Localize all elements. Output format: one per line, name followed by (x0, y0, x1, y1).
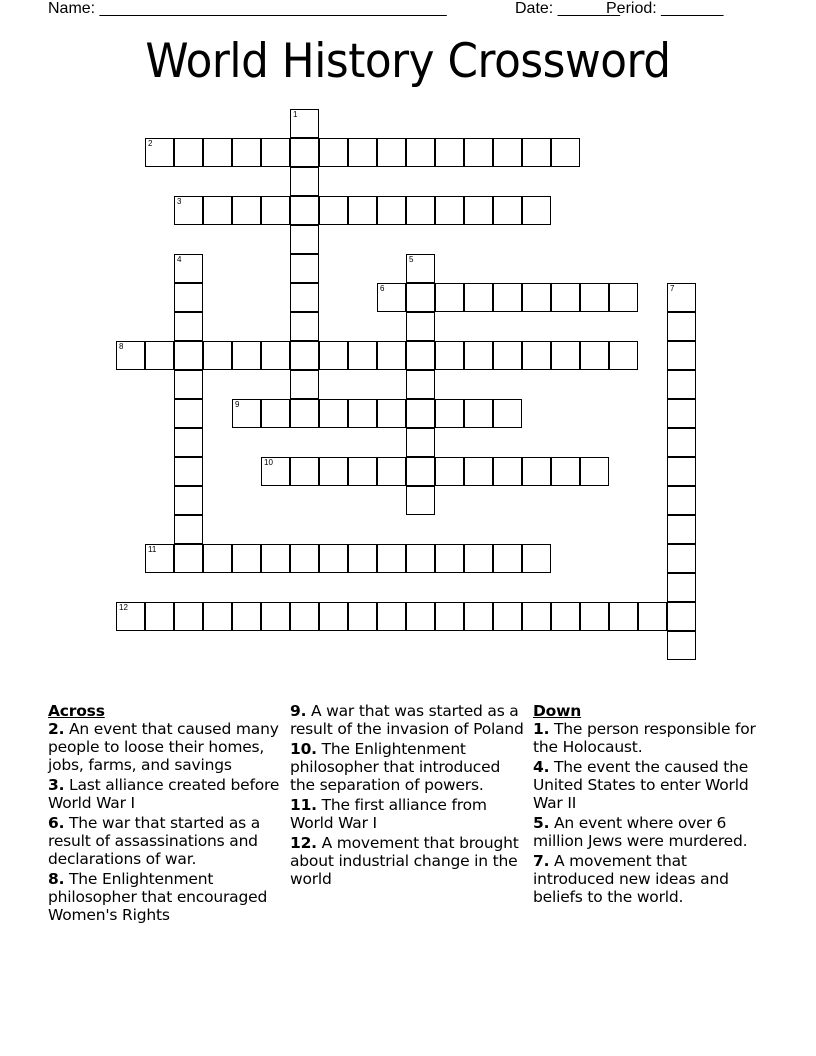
grid-cell[interactable] (377, 602, 406, 631)
clue-number-label: 11. (290, 796, 317, 814)
clue-text: The Enlightenment philosopher that encouraged Women's Rights (48, 870, 268, 924)
grid-cell[interactable] (638, 602, 667, 631)
clue-text: A movement that brought about industrial change in the world (290, 834, 519, 888)
grid-cell[interactable] (667, 457, 696, 486)
grid-cell[interactable] (493, 138, 522, 167)
grid-cell[interactable] (406, 544, 435, 573)
grid-cell[interactable] (145, 138, 174, 167)
down-clues-column (533, 702, 763, 908)
clue-item (533, 814, 763, 850)
grid-cell[interactable] (551, 138, 580, 167)
grid-cell[interactable] (406, 196, 435, 225)
grid-cell[interactable] (145, 544, 174, 573)
clue-item (290, 740, 525, 794)
grid-cell[interactable] (580, 341, 609, 370)
grid-cell[interactable] (319, 138, 348, 167)
grid-cell[interactable] (667, 399, 696, 428)
clue-number: 2 (148, 139, 153, 148)
date-field[interactable]: Date: _______ (515, 0, 620, 17)
grid-cell[interactable] (377, 341, 406, 370)
grid-cell[interactable] (406, 428, 435, 457)
clue-number: 5 (409, 255, 414, 264)
name-field[interactable]: Name: _______________________________________ (48, 0, 447, 17)
grid-cell[interactable] (174, 254, 203, 283)
grid-cell[interactable] (406, 602, 435, 631)
grid-cell[interactable] (435, 544, 464, 573)
grid-cell[interactable] (667, 544, 696, 573)
grid-cell[interactable] (290, 225, 319, 254)
grid-cell[interactable] (580, 457, 609, 486)
grid-cell[interactable] (290, 312, 319, 341)
grid-cell[interactable] (522, 341, 551, 370)
across-clues-column-1 (48, 702, 283, 926)
grid-cell[interactable] (551, 283, 580, 312)
grid-cell[interactable] (493, 544, 522, 573)
clue-text: The war that started as a result of assassinations and declarations of war. (48, 814, 261, 868)
grid-cell[interactable] (551, 457, 580, 486)
grid-cell[interactable] (609, 341, 638, 370)
grid-cell[interactable] (667, 631, 696, 660)
grid-cell[interactable] (464, 196, 493, 225)
grid-cell[interactable] (667, 573, 696, 602)
clue-number: 11 (148, 545, 157, 554)
grid-cell[interactable] (609, 283, 638, 312)
grid-cell[interactable] (348, 602, 377, 631)
grid-cell[interactable] (377, 138, 406, 167)
grid-cell[interactable] (174, 602, 203, 631)
grid-cell[interactable] (667, 515, 696, 544)
grid-cell[interactable] (290, 602, 319, 631)
grid-cell[interactable] (348, 138, 377, 167)
grid-cell[interactable] (174, 486, 203, 515)
grid-cell[interactable] (377, 457, 406, 486)
grid-cell[interactable] (406, 486, 435, 515)
grid-cell[interactable] (348, 196, 377, 225)
grid-cell[interactable] (319, 196, 348, 225)
grid-cell[interactable] (464, 138, 493, 167)
grid-cell[interactable] (174, 515, 203, 544)
grid-cell[interactable] (319, 457, 348, 486)
clue-number: 12 (119, 603, 128, 612)
grid-cell[interactable] (406, 457, 435, 486)
clue-item (533, 852, 763, 906)
grid-cell[interactable] (174, 457, 203, 486)
grid-cell[interactable] (174, 196, 203, 225)
grid-cell[interactable] (232, 341, 261, 370)
grid-cell[interactable] (290, 254, 319, 283)
grid-cell[interactable] (377, 544, 406, 573)
grid-cell[interactable] (319, 544, 348, 573)
grid-cell[interactable] (319, 602, 348, 631)
grid-cell[interactable] (232, 602, 261, 631)
clue-number-label: 3. (48, 776, 65, 794)
clue-number: 3 (177, 197, 182, 206)
grid-cell[interactable] (261, 399, 290, 428)
grid-cell[interactable] (377, 196, 406, 225)
clue-text: The person responsible for the Holocaust. (533, 720, 756, 756)
grid-cell[interactable] (174, 370, 203, 399)
grid-cell[interactable] (261, 138, 290, 167)
grid-cell[interactable] (493, 399, 522, 428)
clue-number-label: 2. (48, 720, 65, 738)
grid-cell[interactable] (464, 544, 493, 573)
grid-cell[interactable] (174, 428, 203, 457)
grid-cell[interactable] (348, 457, 377, 486)
grid-cell[interactable] (203, 544, 232, 573)
grid-cell[interactable] (406, 283, 435, 312)
grid-cell[interactable] (406, 399, 435, 428)
grid-cell[interactable] (145, 602, 174, 631)
grid-cell[interactable] (174, 312, 203, 341)
clue-number: 7 (670, 284, 675, 293)
grid-cell[interactable] (290, 196, 319, 225)
clue-text: A movement that introduced new ideas and beliefs to the world. (533, 852, 729, 906)
grid-cell[interactable] (464, 399, 493, 428)
grid-cell[interactable] (261, 457, 290, 486)
clue-number: 4 (177, 255, 182, 264)
clue-item (48, 720, 283, 774)
grid-cell[interactable] (290, 399, 319, 428)
clue-number: 8 (119, 342, 124, 351)
grid-cell[interactable] (348, 544, 377, 573)
clue-number-label: 6. (48, 814, 65, 832)
grid-cell[interactable] (174, 399, 203, 428)
grid-cell[interactable] (522, 602, 551, 631)
clue-text: Last alliance created before World War I (48, 776, 280, 812)
grid-cell[interactable] (116, 341, 145, 370)
grid-cell[interactable] (435, 138, 464, 167)
grid-cell[interactable] (232, 138, 261, 167)
grid-cell[interactable] (203, 138, 232, 167)
grid-cell[interactable] (290, 283, 319, 312)
grid-cell[interactable] (406, 138, 435, 167)
clue-number-label: 12. (290, 834, 317, 852)
grid-cell[interactable] (290, 457, 319, 486)
clue-text: An event where over 6 million Jews were murdered. (533, 814, 748, 850)
grid-cell[interactable] (667, 370, 696, 399)
grid-cell[interactable] (493, 602, 522, 631)
grid-cell[interactable] (667, 602, 696, 631)
clue-item (533, 758, 763, 812)
grid-cell[interactable] (667, 428, 696, 457)
clue-number: 9 (235, 400, 240, 409)
grid-cell[interactable] (493, 457, 522, 486)
grid-cell[interactable] (406, 370, 435, 399)
page-title: World History Crossword (145, 34, 671, 89)
grid-cell[interactable] (290, 109, 319, 138)
grid-cell[interactable] (261, 544, 290, 573)
grid-cell[interactable] (522, 283, 551, 312)
grid-cell[interactable] (406, 341, 435, 370)
grid-cell[interactable] (290, 370, 319, 399)
grid-cell[interactable] (667, 341, 696, 370)
grid-cell[interactable] (493, 341, 522, 370)
clue-text: The Enlightenment philosopher that introduced the separation of powers. (290, 740, 501, 794)
grid-cell[interactable] (174, 138, 203, 167)
grid-cell[interactable] (435, 196, 464, 225)
grid-cell[interactable] (435, 283, 464, 312)
clue-text: An event that caused many people to loose their homes, jobs, farms, and savings (48, 720, 279, 774)
clue-text: A war that was started as a result of the invasion of Poland (290, 702, 524, 738)
clue-item (48, 814, 283, 868)
clue-item (290, 834, 525, 888)
grid-cell[interactable] (435, 341, 464, 370)
grid-cell[interactable] (406, 312, 435, 341)
clue-number: 1 (293, 110, 298, 119)
grid-cell[interactable] (319, 341, 348, 370)
grid-cell[interactable] (116, 602, 145, 631)
across-heading: Across (48, 702, 105, 720)
clue-number-label: 4. (533, 758, 550, 776)
grid-cell[interactable] (261, 602, 290, 631)
grid-cell[interactable] (667, 312, 696, 341)
grid-cell[interactable] (261, 196, 290, 225)
clue-text: The event the caused the United States to enter World War II (533, 758, 749, 812)
grid-cell[interactable] (609, 602, 638, 631)
clue-number: 6 (380, 284, 385, 293)
grid-cell[interactable] (174, 283, 203, 312)
grid-cell[interactable] (232, 196, 261, 225)
clue-number-label: 9. (290, 702, 307, 720)
grid-cell[interactable] (493, 196, 522, 225)
clue-number-label: 10. (290, 740, 317, 758)
grid-cell[interactable] (377, 283, 406, 312)
grid-cell[interactable] (464, 341, 493, 370)
grid-cell[interactable] (174, 544, 203, 573)
clue-item (290, 702, 525, 738)
clue-text: The first alliance from World War I (290, 796, 487, 832)
grid-cell[interactable] (174, 341, 203, 370)
grid-cell[interactable] (290, 138, 319, 167)
clue-item (533, 720, 763, 756)
grid-cell[interactable] (464, 457, 493, 486)
grid-cell[interactable] (551, 602, 580, 631)
grid-cell[interactable] (290, 167, 319, 196)
grid-cell[interactable] (580, 283, 609, 312)
clue-number-label: 7. (533, 852, 550, 870)
clue-item (48, 870, 283, 924)
clue-number-label: 5. (533, 814, 550, 832)
grid-cell[interactable] (522, 457, 551, 486)
grid-cell[interactable] (203, 341, 232, 370)
grid-cell[interactable] (522, 544, 551, 573)
grid-cell[interactable] (667, 486, 696, 515)
grid-cell[interactable] (580, 602, 609, 631)
grid-cell[interactable] (464, 602, 493, 631)
across-clues-column-2 (290, 702, 525, 890)
grid-cell[interactable] (145, 341, 174, 370)
clue-number-label: 8. (48, 870, 65, 888)
clue-item (290, 796, 525, 832)
grid-cell[interactable] (348, 399, 377, 428)
grid-cell[interactable] (377, 399, 406, 428)
grid-cell[interactable] (319, 399, 348, 428)
down-heading: Down (533, 702, 582, 720)
grid-cell[interactable] (290, 544, 319, 573)
grid-cell[interactable] (232, 399, 261, 428)
grid-cell[interactable] (406, 254, 435, 283)
grid-cell[interactable] (261, 341, 290, 370)
grid-cell[interactable] (203, 602, 232, 631)
grid-cell[interactable] (435, 457, 464, 486)
grid-cell[interactable] (203, 196, 232, 225)
grid-cell[interactable] (551, 341, 580, 370)
grid-cell[interactable] (435, 399, 464, 428)
clue-number: 10 (264, 458, 273, 467)
grid-cell[interactable] (435, 602, 464, 631)
period-field[interactable]: Period: _______ (606, 0, 724, 17)
grid-cell[interactable] (232, 544, 261, 573)
clue-number-label: 1. (533, 720, 550, 738)
grid-cell[interactable] (522, 138, 551, 167)
grid-cell[interactable] (522, 196, 551, 225)
grid-cell[interactable] (464, 283, 493, 312)
clue-item (48, 776, 283, 812)
grid-cell[interactable] (493, 283, 522, 312)
grid-cell[interactable] (348, 341, 377, 370)
grid-cell[interactable] (667, 283, 696, 312)
grid-cell[interactable] (290, 341, 319, 370)
